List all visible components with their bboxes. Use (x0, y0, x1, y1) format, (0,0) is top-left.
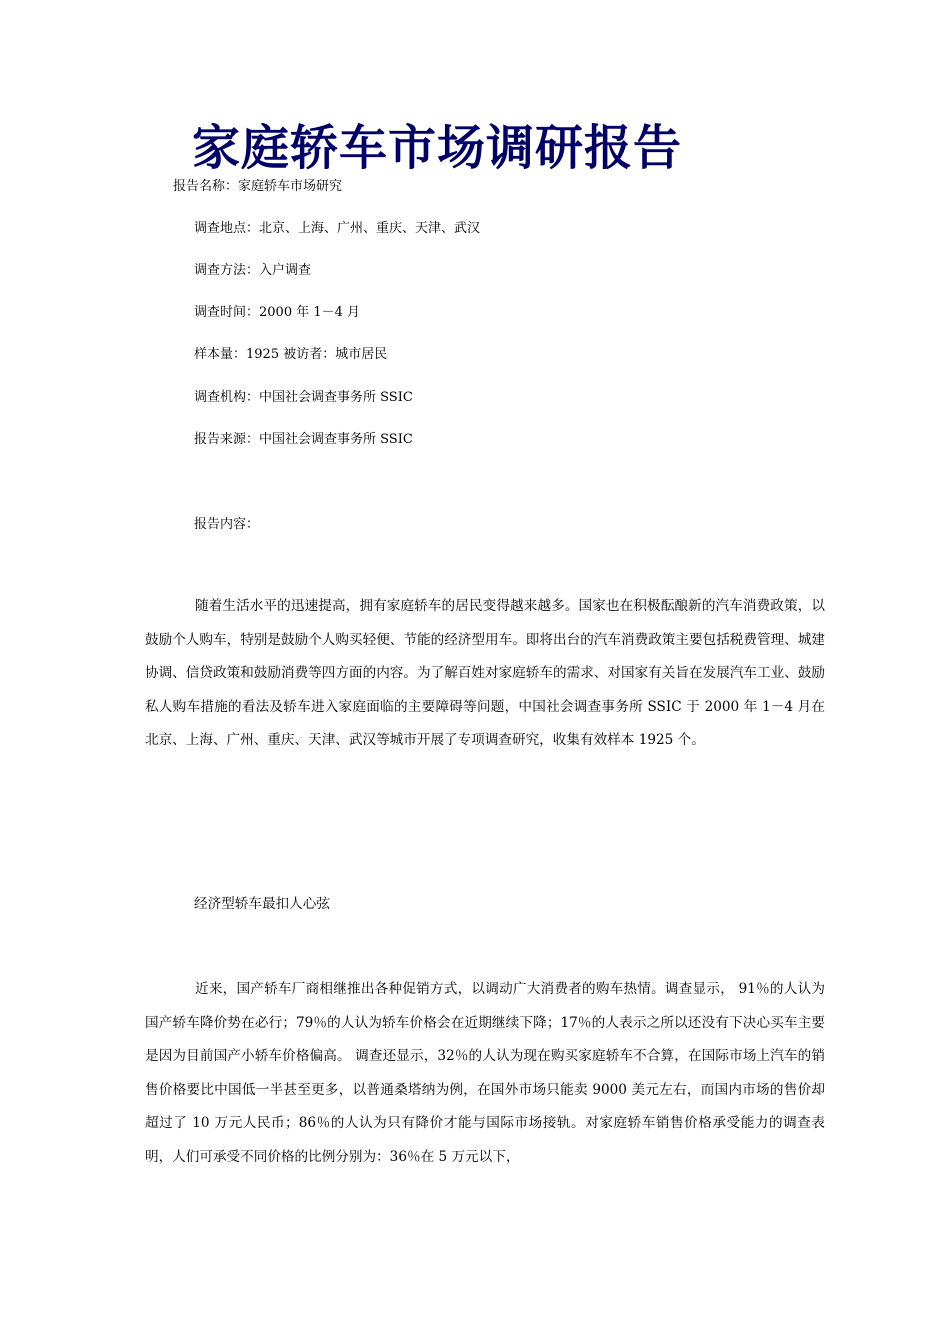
document-title: 家庭轿车市场调研报告 (192, 120, 683, 176)
pricing-paragraph: 近来，国产轿车厂商相继推出各种促销方式，以调动广大消费者的购车热情。调查显示， 91％的人认为国产轿车降价势在必行；79％的人认为轿车价格会在近期继续下降；17％的人表示之所以还没有下决心买车主要是因为目前国产小轿车价格偏高。 调查还显示，32％的人认为现在购买家庭轿车不合算，在国际市场上汽车的销售价格要比中国低一半甚至更多，以普通桑塔纳为例，在国外市场只能卖 9000 美元左右，而国内市场的售价却超过了 10 万元人民币；86％的人认为只有降价才能与国际市场接轨。对家庭轿车销售价格承受能力的调查表明，人们可承受不同价格的比例分别为：36％在 5 万元以下， (145, 981, 825, 1165)
survey-method-line: 调查方法：入户调查 (194, 263, 312, 278)
survey-time-line: 调查时间：2000 年 1－4 月 (194, 305, 361, 320)
report-name-line: 报告名称：家庭轿车市场研究 (173, 179, 343, 194)
survey-agency-line: 调查机构：中国社会调查事务所 SSIC (194, 390, 413, 405)
report-content-label: 报告内容： (194, 517, 260, 532)
section-heading: 经济型轿车最扣人心弦 (194, 896, 330, 912)
report-source-line: 报告来源：中国社会调查事务所 SSIC (194, 432, 413, 447)
sample-size-line: 样本量：1925 被访者：城市居民 (194, 347, 388, 362)
survey-location-line: 调查地点：北京、上海、广州、重庆、天津、武汉 (194, 221, 481, 236)
intro-paragraph: 随着生活水平的迅速提高，拥有家庭轿车的居民变得越来越多。国家也在积极酝酿新的汽车消费政策，以鼓励个人购车，特别是鼓励个人购买轻便、节能的经济型用车。即将出台的汽车消费政策主要包括税费管理、城建协调、信贷政策和鼓励消费等四方面的内容。为了解百姓对家庭轿车的需求、对国家有关旨在发展汽车工业、鼓励私人购车措施的看法及轿车进入家庭面临的主要障碍等问题，中国社会调查事务所 SSIC 于 2000 年 1－4 月在北京、上海、广州、重庆、天津、武汉等城市开展了专项调查研究，收集有效样本 1925 个。 (145, 598, 825, 749)
